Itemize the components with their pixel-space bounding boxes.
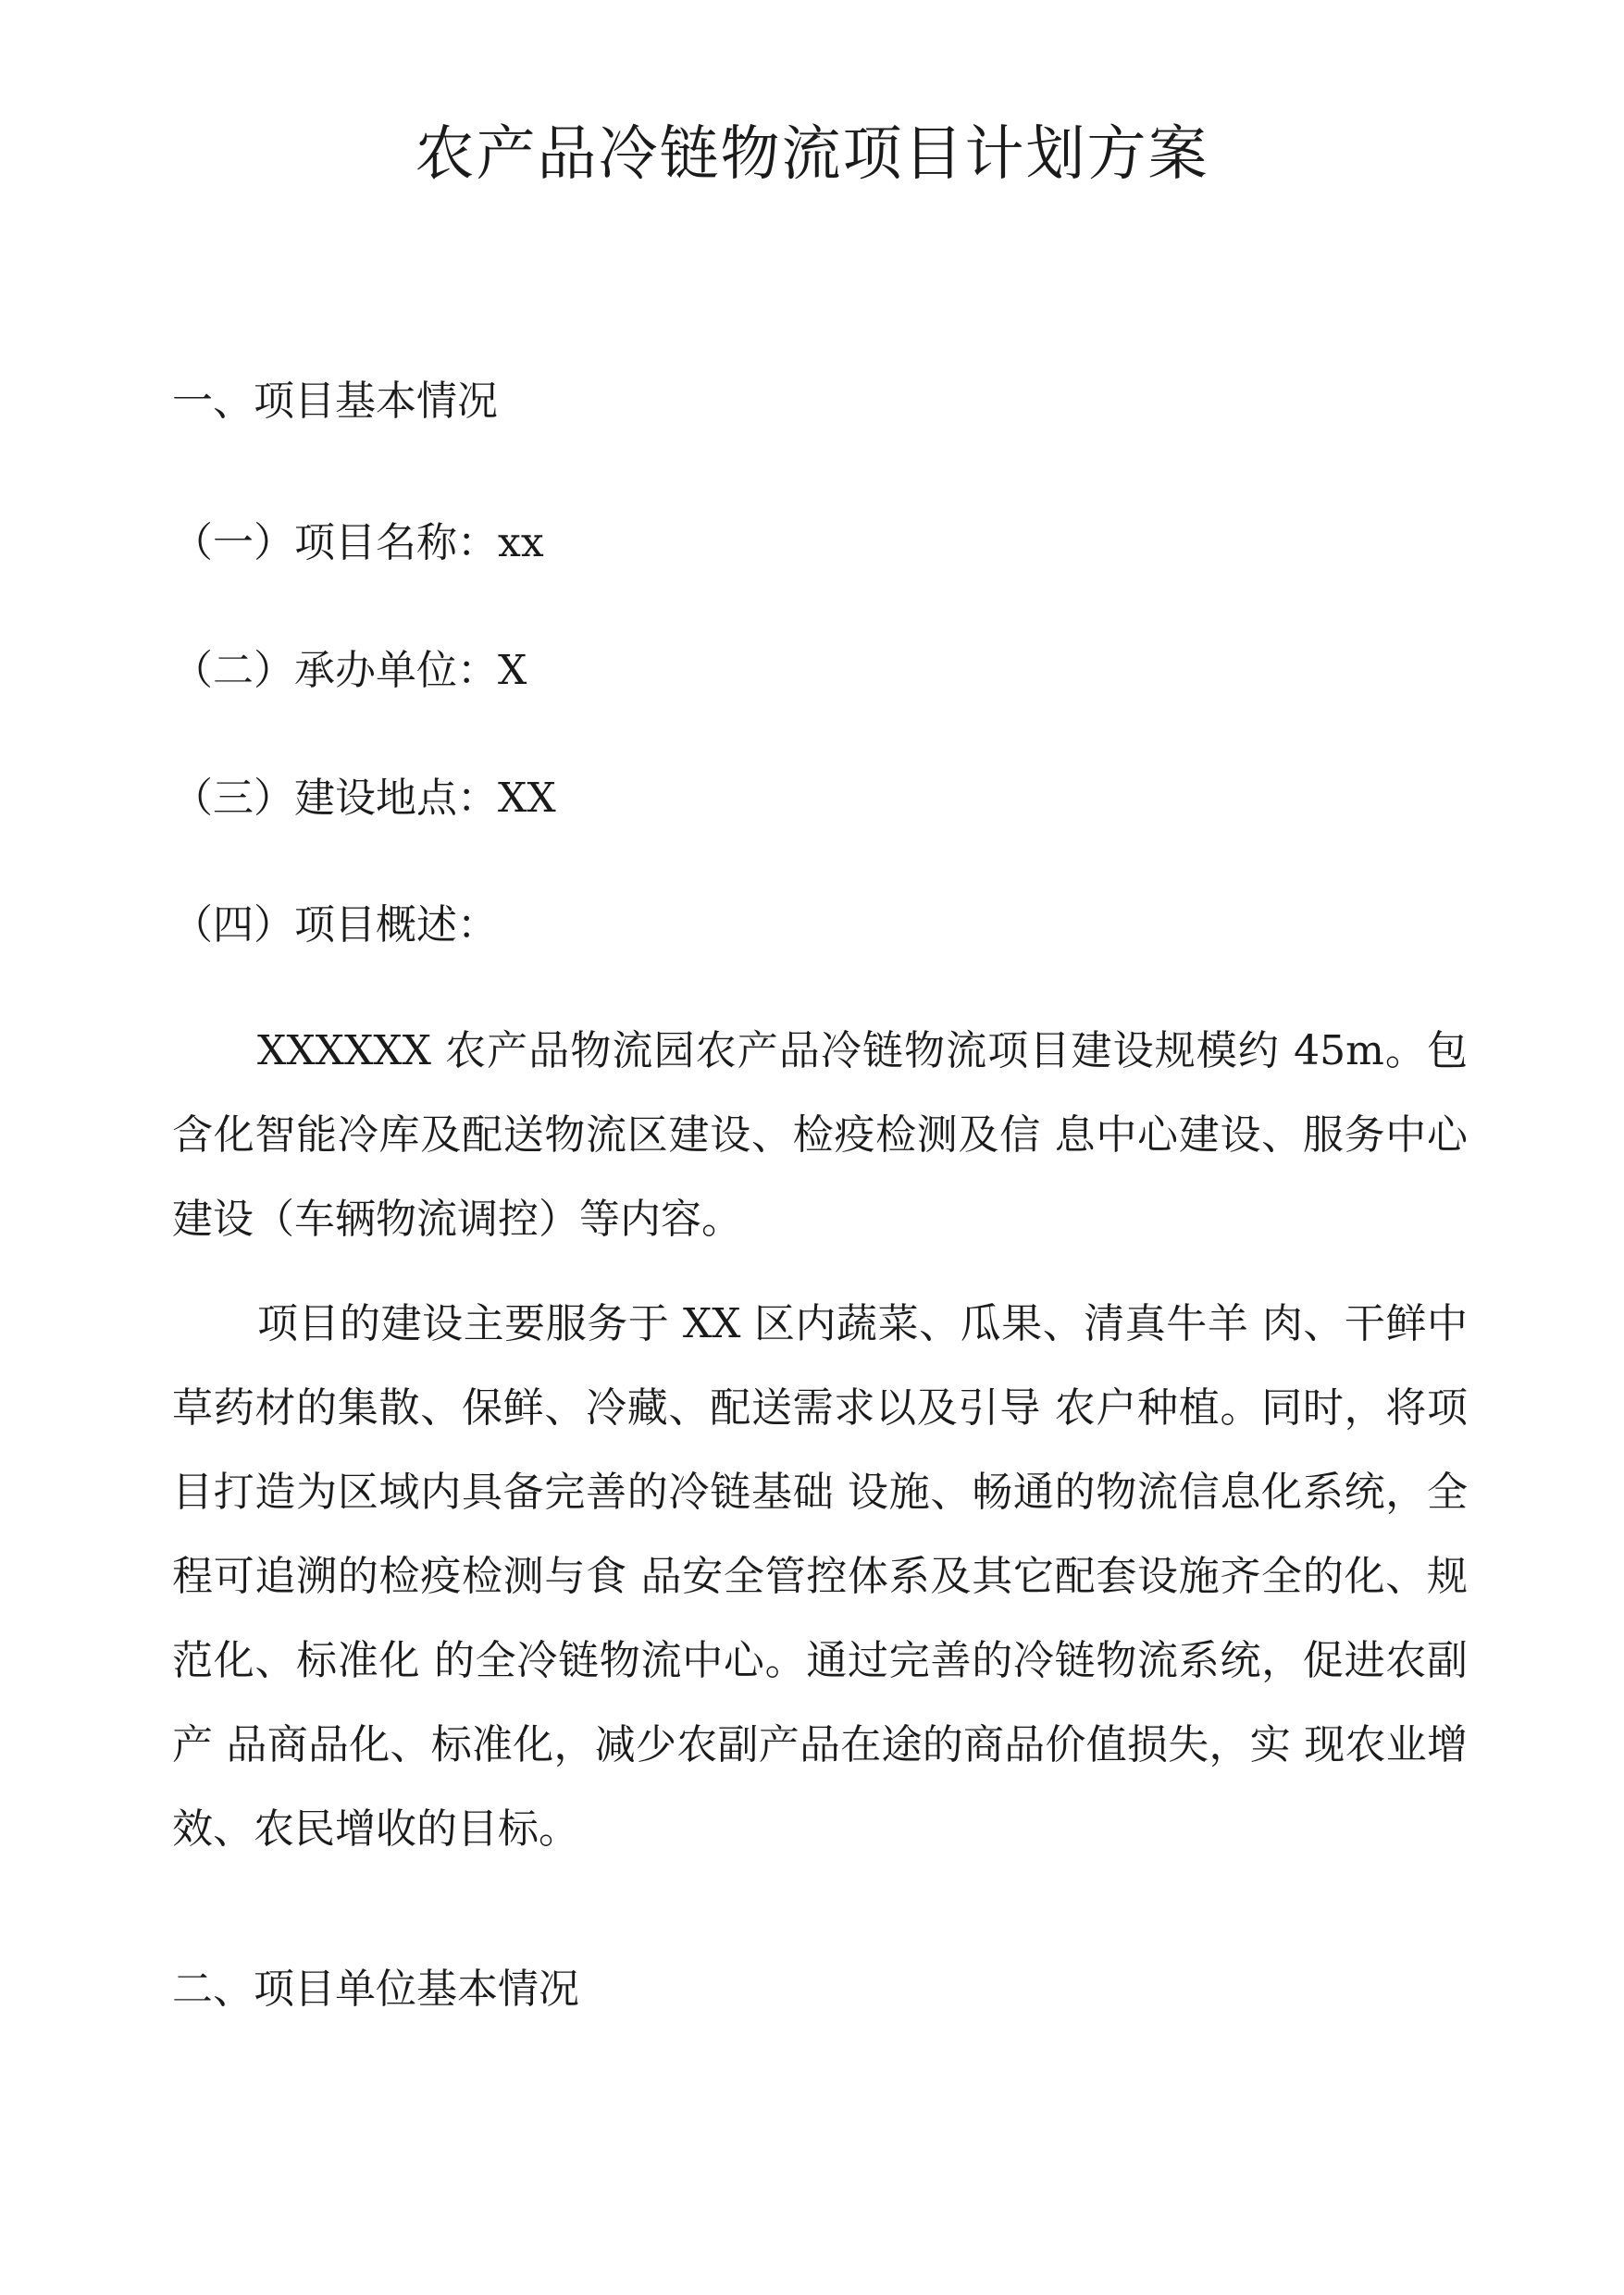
- overview-paragraph-1: XXXXXX 农产品物流园农产品冷链物流项目建设规模约 45m。包含化智能冷库及配送物流区建设、检疫检测及信 息中心建设、服务中心建设（车辆物流调控）等内容。: [172, 1027, 1468, 1243]
- item-project-name: （一）项目名称：xx: [172, 519, 544, 566]
- item-project-overview: （四）项目概述：: [172, 901, 498, 949]
- document-title: 农产品冷链物流项目计划方案: [415, 120, 1209, 189]
- item-construction-site: （三）建设地点：XX: [172, 775, 556, 822]
- overview-paragraph-2: 项目的建设主要服务于 XX 区内蔬菜、瓜果、清真牛羊 肉、干鲜中草药材的集散、保鲜、冷藏、配送需求以及引导 农户种植。同时，将项目打造为区域内具备完善的冷链基础 设施、畅通的物流信息化系统，全程可追溯的检疫检测与食 品安全管控体系及其它配套设施齐全的化、规范化、标准化 的全冷链物流中心。通过完善的冷链物流系统，促进农副产 品商品化、标准化，减少农副产品在途的商品价值损失，实 现农业增效、农民增收的目标。: [172, 1300, 1468, 1853]
- section-heading-1: 一、项目基本情况: [172, 378, 498, 425]
- section-heading-2: 二、项目单位基本情况: [172, 1966, 579, 2013]
- item-undertaking-unit: （二）承办单位：X: [172, 647, 527, 694]
